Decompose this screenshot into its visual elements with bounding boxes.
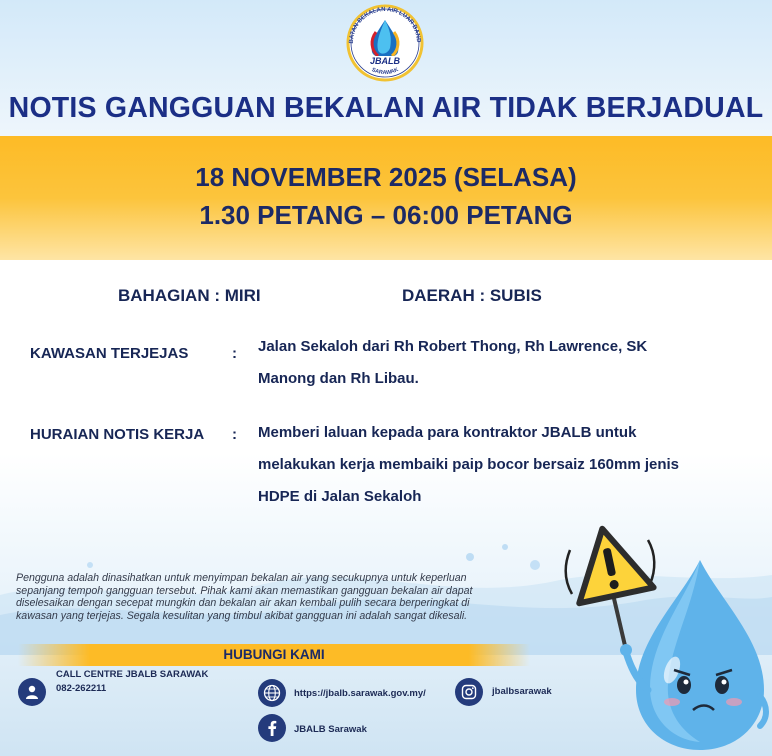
work-description-value xyxy=(258,417,728,513)
facebook-icon xyxy=(258,714,286,742)
work-description-label: HURAIAN NOTIS KERJA xyxy=(30,426,205,443)
user-icon xyxy=(18,678,46,706)
bahagian-text: BAHAGIAN : MIRI xyxy=(118,286,261,305)
disclaimer-text xyxy=(16,572,556,622)
daerah-text: DAERAH : SUBIS xyxy=(402,286,542,305)
affected-area-line: Jalan Sekaloh dari Rh Robert Thong, Rh Lawrence, SK xyxy=(258,338,648,355)
instagram-handle[interactable]: jbalbsarawak xyxy=(492,686,552,697)
logo-arc-top: BATAN BEKALAN AIR LUAR BAND xyxy=(348,6,422,44)
work-description-line: HDPE di Jalan Sekaloh xyxy=(258,488,422,505)
schedule-date: 18 NOVEMBER 2025 (SELASA) xyxy=(195,162,577,192)
facebook-page[interactable]: JBALB Sarawak xyxy=(294,724,367,735)
affected-area-value xyxy=(258,331,728,395)
disclaimer-line: sepanjang tempoh gangguan tersebut. Pihak kami akan memastikan gangguan bekalan air dapat xyxy=(16,584,473,597)
warning-sign-icon xyxy=(565,521,653,603)
disclaimer-line: diselesaikan dengan secepat mungkin dan bekalan air akan kembali pulih secara berperingkat di xyxy=(16,597,470,610)
disclaimer-line: kawasan yang terjejas. Segala kesulitan yang timbul akibat gangguan ini adalah sangat dikesali. xyxy=(16,609,468,622)
logo-acronym: JBALB xyxy=(369,56,401,66)
contact-heading: HUBUNGI KAMI xyxy=(223,647,325,662)
schedule-time: 1.30 PETANG – 06:00 PETANG xyxy=(199,200,573,230)
water-drop-mascot-icon xyxy=(560,520,772,756)
affected-area-line: Manong dan Rh Libau. xyxy=(258,370,419,387)
affected-area-label: KAWASAN TERJEJAS xyxy=(30,345,189,362)
website-link[interactable]: https://jbalb.sarawak.gov.my/ xyxy=(294,688,426,699)
work-description-line: Memberi laluan kepada para kontraktor JBALB untuk xyxy=(258,424,637,441)
globe-icon xyxy=(258,679,286,707)
schedule-band xyxy=(0,136,772,260)
instagram-icon xyxy=(455,678,483,706)
logo-arc-bottom: SARAWAK xyxy=(370,66,400,77)
work-description-line: melakukan kerja membaiki paip bocor bersaiz 160mm jenis xyxy=(258,456,680,473)
call-centre-label: CALL CENTRE JBALB SARAWAK xyxy=(56,669,209,680)
disclaimer-line: Pengguna adalah dinasihatkan untuk menyimpan bekalan air yang secukupnya untuk keperluan xyxy=(16,572,467,584)
work-description-colon: : xyxy=(232,426,237,443)
notice-title: NOTIS GANGGUAN BEKALAN AIR TIDAK BERJADUAL xyxy=(8,92,764,124)
contact-heading-bar xyxy=(18,644,530,666)
call-centre-phone[interactable]: 082-262211 xyxy=(56,683,107,694)
affected-area-colon: : xyxy=(232,345,237,362)
jbalb-logo xyxy=(340,4,430,82)
